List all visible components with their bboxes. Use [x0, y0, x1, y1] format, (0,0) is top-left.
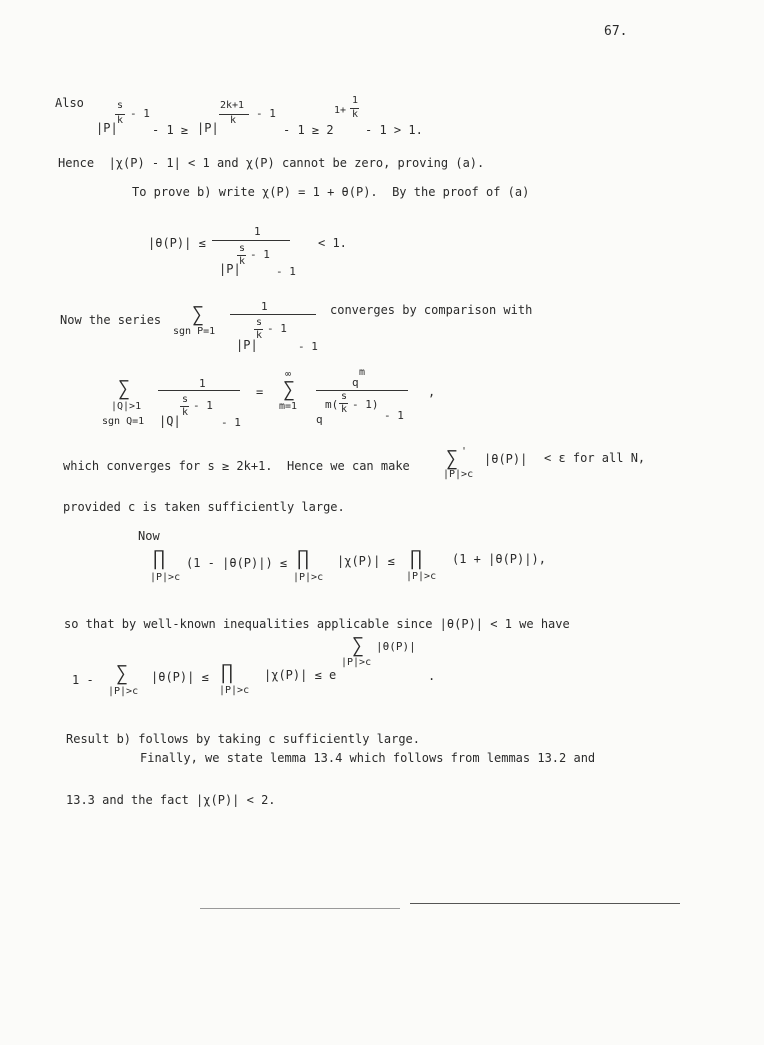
exp-tail-2: - 1	[256, 107, 276, 120]
den-s: s	[341, 391, 348, 402]
exp-k: k	[117, 115, 124, 126]
abs-p: |P|	[96, 121, 118, 135]
den-tail: - 1	[298, 340, 318, 353]
den-k: k	[341, 404, 348, 415]
comma: ,	[428, 385, 436, 399]
exp-s: s	[239, 243, 246, 254]
provided-line: provided c is taken sufficiently large.	[63, 500, 345, 514]
exp-s: s	[182, 394, 189, 405]
sum-sign: ∑	[118, 376, 131, 400]
theta-lhs: |θ(P)| ≤	[148, 236, 206, 250]
exp-k: k	[256, 330, 263, 341]
exp-k: k	[239, 256, 246, 267]
den-m: m(	[325, 398, 339, 411]
sum-sub: m=1	[279, 401, 298, 412]
exp-sub: |P|>c	[341, 657, 372, 668]
numerator-q: q	[352, 376, 359, 389]
den-q: q	[316, 413, 323, 426]
fraction-bar	[230, 314, 316, 315]
den-tail: - 1	[276, 265, 296, 278]
exp-tail: - 1	[193, 399, 213, 412]
exp-s: s	[256, 317, 263, 328]
rhs: < 1.	[318, 236, 347, 250]
numerator-exp: m	[359, 367, 366, 378]
den-tail: - 1	[221, 416, 241, 429]
fraction-bar	[158, 390, 240, 391]
term-2: |χ(P)| ≤	[337, 554, 395, 568]
one-minus: 1 -	[72, 673, 94, 687]
sum-sub: |P|>c	[108, 686, 139, 697]
exp-theta: |θ(P)|	[376, 640, 416, 653]
prod-sub: |P|>c	[150, 572, 181, 583]
sum-sign: ∑	[352, 633, 365, 657]
den-tail: - 1)	[352, 398, 379, 411]
to-prove-line: To prove b) write χ(P) = 1 + θ(P). By the proof of (a)	[132, 185, 530, 199]
term-1: (1 - |θ(P)|) ≤	[186, 556, 288, 570]
fraction-bar	[316, 390, 408, 391]
numerator: 1	[254, 225, 261, 238]
exp-1: 1	[352, 95, 359, 106]
exp-k-2: k	[230, 115, 237, 126]
sum-sign: ∑	[192, 302, 205, 326]
converges-text: which converges for s ≥ 2k+1. Hence we can make	[63, 459, 410, 473]
product-sign: ∏	[153, 546, 166, 570]
theta: |θ(P)|	[484, 452, 528, 466]
den-minus: - 1	[384, 409, 404, 422]
exp-tail: - 1	[267, 322, 287, 335]
series-label: Now the series	[60, 313, 162, 327]
sum-sign: ∑	[283, 377, 296, 401]
sum-sign: ∑	[116, 661, 129, 685]
bottom-rule	[410, 903, 680, 904]
product-sign: ∏	[221, 660, 234, 684]
sum-sign: ∑	[446, 446, 459, 470]
tail: - 1 > 1.	[365, 123, 423, 137]
product-sign: ∏	[297, 546, 310, 570]
exp-k-3: k	[352, 109, 359, 120]
sum-prime: '	[461, 446, 468, 457]
product-sign: ∏	[410, 546, 423, 570]
exp-s: s	[117, 100, 124, 111]
now-label: Now	[138, 529, 160, 543]
chi-le-e: |χ(P)| ≤ e	[264, 668, 337, 682]
abs-p: |P|	[219, 262, 241, 276]
equals: =	[256, 385, 264, 399]
so-that-line: so that by well-known inequalities applicable since |θ(P)| < 1 we have	[64, 617, 570, 631]
sum-sub: |P|>c	[443, 469, 474, 480]
sum-sub-1: |Q|>1	[111, 401, 142, 412]
infinity: ∞	[285, 369, 292, 380]
series-text: converges by comparison with	[330, 303, 533, 317]
abs-q: |Q|	[159, 414, 181, 428]
abs-p-2: |P|	[197, 121, 219, 135]
finally-line: Finally, we state lemma 13.4 which follows from lemmas 13.2 and	[140, 751, 596, 765]
converges-tail: < ε for all N,	[544, 451, 646, 465]
sum-sub: sgn P=1	[173, 326, 216, 337]
prod-sub: |P|>c	[219, 685, 250, 696]
term-3: (1 + |θ(P)|),	[452, 552, 546, 566]
sum-sub-2: sgn Q=1	[102, 416, 145, 427]
abs-p: |P|	[236, 338, 258, 352]
prod-sub: |P|>c	[406, 571, 437, 582]
exp-2k1: 2k+1	[220, 100, 245, 111]
also-label: Also	[55, 96, 84, 110]
bottom-rule-faint	[200, 908, 400, 909]
exp-1plus: 1+	[334, 105, 347, 116]
fraction-bar	[212, 240, 290, 241]
numerator: 1	[199, 377, 206, 390]
minus-one-ge-2: - 1 ≥ 2	[283, 123, 334, 137]
hence-line: Hence |χ(P) - 1| < 1 and χ(P) cannot be zero, proving (a).	[58, 156, 485, 170]
numerator: 1	[261, 300, 268, 313]
exp-tail: - 1	[250, 248, 270, 261]
period: .	[428, 669, 436, 683]
minus-one-ge: - 1 ≥	[152, 123, 189, 137]
page-number: 67.	[604, 24, 628, 39]
exp-k: k	[182, 407, 189, 418]
lemma-line: 13.3 and the fact |χ(P)| < 2.	[66, 793, 276, 807]
exp-tail: - 1	[130, 107, 150, 120]
result-line: Result b) follows by taking c sufficiently large.	[66, 732, 421, 746]
theta-le: |θ(P)| ≤	[151, 670, 209, 684]
prod-sub: |P|>c	[293, 572, 324, 583]
